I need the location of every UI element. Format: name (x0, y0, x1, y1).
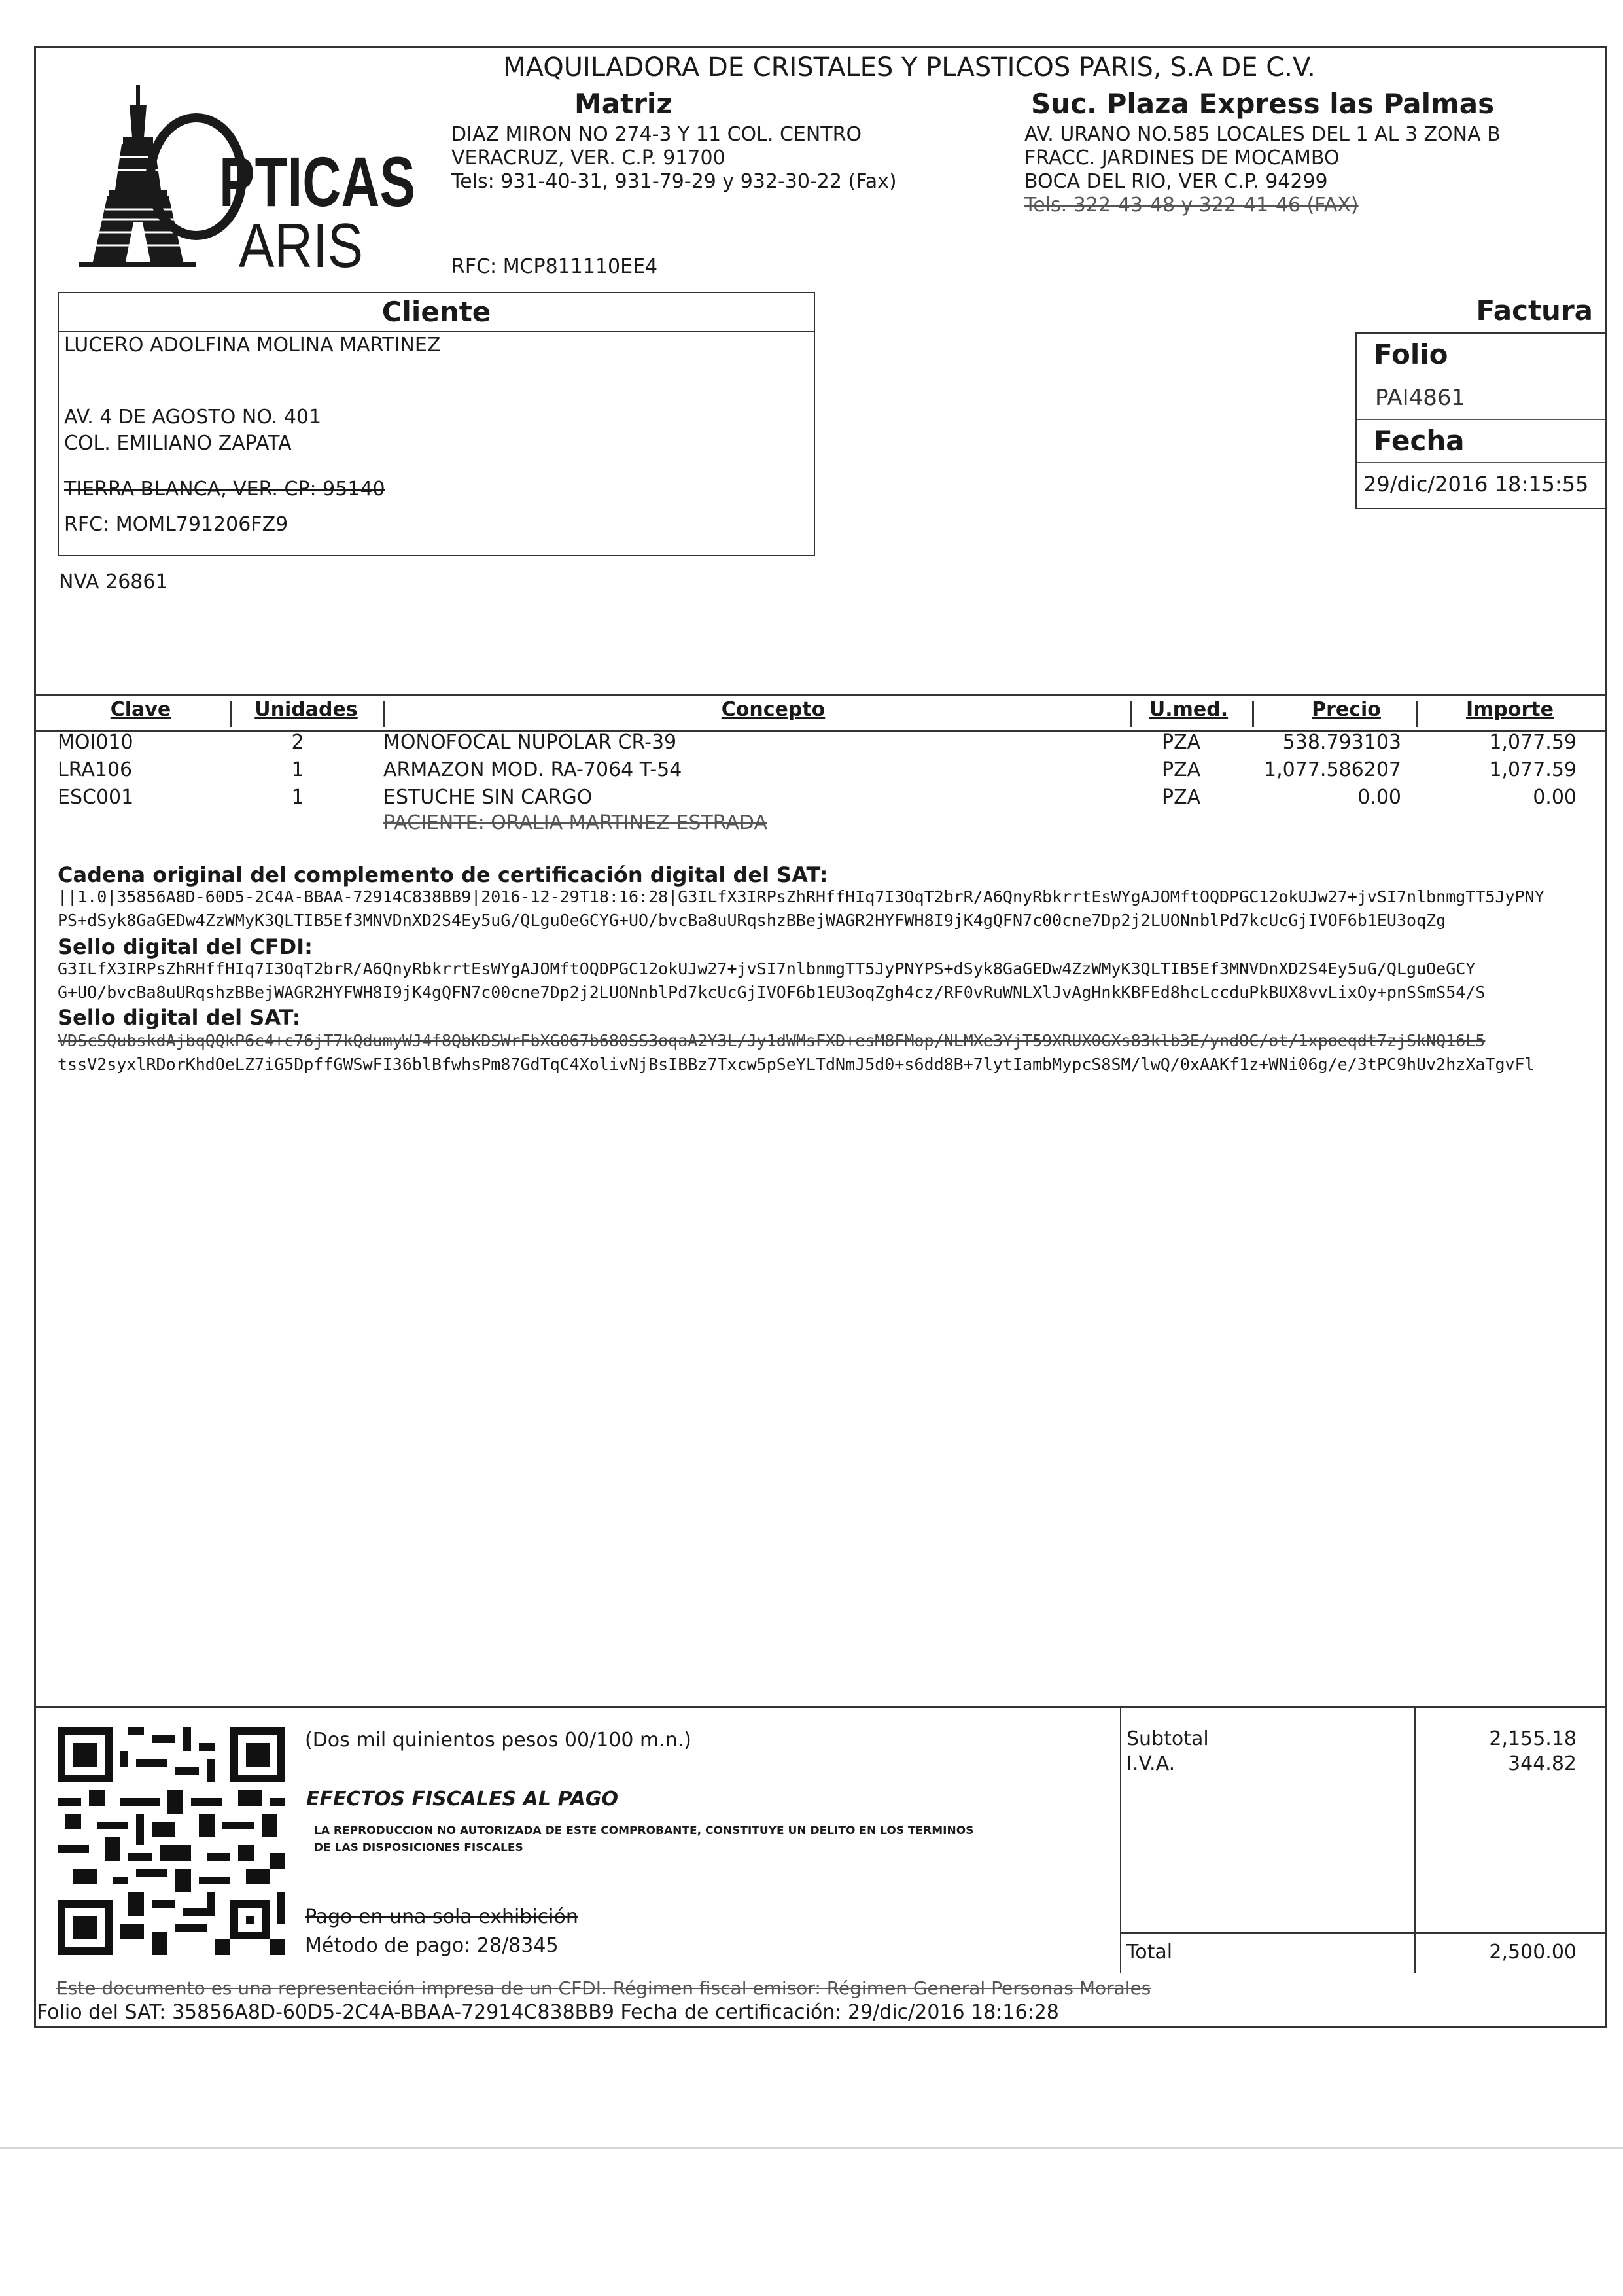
col-separator (1416, 701, 1418, 727)
cfdi-note: Este documento es una representación impresa de un CFDI. Régimen fiscal emisor: Régimen General Personas Morales (56, 1977, 1151, 1999)
col-separator (1252, 701, 1254, 727)
row-unidades: 1 (291, 786, 304, 809)
iva-label: I.V.A. (1126, 1752, 1176, 1775)
row-concepto: MONOFOCAL NUPOLAR CR-39 (383, 731, 677, 754)
row-umed: PZA (1162, 758, 1201, 781)
iva-value: 344.82 (1508, 1752, 1577, 1775)
sello-sat-title: Sello digital del SAT: (58, 1005, 301, 1030)
sello-cfdi-title: Sello digital del CFDI: (58, 934, 313, 959)
sello-sat-line1: VDScSQubskdAjbqQQkP6c4+c76jT7kQdumyWJ4f8QbKDSWrFbXG067b680SS3oqaA2Y3L/Jy1dWMsFXD+esM8FMop/NLMXe3YjT59XRUX0GXs83klb3E/yndOC/ot/1xpoeqdt7zjSkNQ16L5 (58, 1031, 1486, 1050)
sucursal-line1: AV. URANO NO.585 LOCALES DEL 1 AL 3 ZONA B (1024, 123, 1501, 146)
col-precio: Precio (1312, 698, 1381, 721)
matriz-line1: DIAZ MIRON NO 274-3 Y 11 COL. CENTRO (451, 123, 862, 146)
sello-cfdi-line1: G3ILfX3IRPsZhRHffHIq7I3OqT2brR/A6QnyRbkrrtEsWYgAJOMftOQDPGC12okUJw27+jvSI7nlbnmgTT5JyPNYPS+dSyk8GaGEDw4ZzWMyK3QLTIB5Ef3MNVDnXD2S4Ey5uG/QLguOeGCY (58, 959, 1476, 978)
row-importe: 1,077.59 (1489, 758, 1577, 781)
matriz-address (451, 123, 897, 194)
client-name: LUCERO ADOLFINA MOLINA MARTINEZ (64, 334, 441, 357)
sucursal-line3: BOCA DEL RIO, VER C.P. 94299 (1024, 170, 1328, 193)
emisor-rfc: RFC: MCP811110EE4 (451, 255, 658, 278)
row-clave: MOI010 (58, 731, 133, 754)
items-header (34, 694, 1607, 732)
client-box (58, 292, 815, 556)
col-separator (230, 701, 232, 727)
scan-edge-line (0, 2147, 1623, 2149)
legal-line2: DE LAS DISPOSICIONES FISCALES (314, 1841, 523, 1854)
client-header: Cliente (59, 293, 814, 332)
client-address2: COL. EMILIANO ZAPATA (64, 432, 292, 455)
amount-words: (Dos mil quinientos pesos 00/100 m.n.) (305, 1729, 691, 1752)
row-precio: 1,077.586207 (1264, 758, 1401, 781)
col-importe: Importe (1466, 698, 1554, 721)
metodo-pago: Método de pago: 28/8345 (305, 1934, 559, 1957)
nva-number: NVA 26861 (59, 571, 168, 593)
sello-cfdi-line2: G+UO/bvcBa8uURqshzBBejWAGR2HYFWH8I9jK4gQFN7c00cne7Dp2j2LUONnblPd7kcUcGjIVOF6b1EU3oqZgh4cz/RF0vRuWNLXlJvAgHnkKBFEd8hcLccduPkBUX8vvLixOy+pnSSmS54/S (58, 983, 1486, 1002)
row-clave: LRA106 (58, 758, 133, 781)
row-precio: 538.793103 (1282, 731, 1401, 754)
sucursal-title: Suc. Plaza Express las Palmas (1031, 88, 1495, 120)
pago-exhibicion: Pago en una sola exhibición (305, 1905, 578, 1928)
opticas-paris-logo (65, 79, 419, 281)
folio-value: PAI4861 (1357, 376, 1605, 420)
efectos-fiscales: EFECTOS FISCALES AL PAGO (306, 1788, 619, 1810)
fecha-value: 29/dic/2016 18:15:55 (1357, 462, 1605, 506)
row-clave: ESC001 (58, 786, 134, 809)
row-unidades: 1 (291, 758, 304, 781)
cadena-line1: ||1.0|35856A8D-60D5-2C4A-BBAA-72914C838BB9|2016-12-29T18:16:28|G3ILfX3IRPsZhRHffHIq7I3OqT2brR/A6QnyRbkrrtEsWYgAJOMftOQDPGC12okUJw27+jvSI7nlbnmgTT5JyPNY (58, 887, 1544, 906)
row-importe: 1,077.59 (1489, 731, 1577, 754)
factura-title: Factura (1476, 294, 1593, 327)
row-unidades: 2 (291, 731, 304, 754)
folio-label: Folio (1357, 334, 1605, 376)
row-concepto: ARMAZON MOD. RA-7064 T-54 (383, 758, 682, 781)
subtotal-label: Subtotal (1126, 1727, 1209, 1750)
row-concepto: ESTUCHE SIN CARGO (383, 786, 593, 809)
folio-box (1355, 332, 1607, 509)
fecha-label: Fecha (1374, 425, 1465, 457)
col-separator (383, 701, 385, 727)
sucursal-line2: FRACC. JARDINES DE MOCAMBO (1024, 147, 1340, 169)
row-umed: PZA (1162, 786, 1201, 809)
folio-sat: Folio del SAT: 35856A8D-60D5-2C4A-BBAA-72914C838BB9 Fecha de certificación: 29/dic/2016 18:16:28 (37, 2001, 1059, 2024)
matriz-line2: VERACRUZ, VER. C.P. 91700 (451, 147, 725, 169)
col-concepto: Concepto (721, 698, 826, 721)
matriz-line3: Tels: 931-40-31, 931-79-29 y 932-30-22 (Fax) (451, 170, 897, 193)
col-separator (1130, 701, 1132, 727)
logo-text-top: PTICAS (219, 142, 415, 221)
qr-code-icon (58, 1727, 285, 1955)
cadena-title: Cadena original del complemento de certificación digital del SAT: (58, 862, 828, 887)
sello-sat-line2: tssV2syxlRDorKhdOeLZ7iG5DpffGWSwFI36blBfwhsPm87GdTqC4XolivNjBsIBBz7Txcw5pSeYLTdNmJ5d0+s6dd8B+7lytIambMypcS8SM/lwQ/0xAAKf1z+WNi06g/e/3tPC9hUv2hzXaTgvFl (58, 1055, 1535, 1074)
col-umed: U.med. (1149, 698, 1229, 721)
cadena-line2: PS+dSyk8GaGEDw4ZzWMyK3QLTIB5Ef3MNVDnXD2S4Ey5uG/QLguOeGCYG+UO/bvcBa8uURqshzBBejWAGR2HYFWH8I9jK4gQFN7c00cne7Dp2j2LUONnblPd7kcUcGjIVOF6b1EU3oqZg (58, 911, 1446, 930)
subtotal-value: 2,155.18 (1489, 1727, 1577, 1750)
paciente-note: PACIENTE: ORALIA MARTINEZ ESTRADA (383, 811, 767, 834)
legal-line1: LA REPRODUCCION NO AUTORIZADA DE ESTE COMPROBANTE, CONSTITUYE UN DELITO EN LOS TERMINOS (314, 1824, 974, 1837)
client-address1: AV. 4 DE AGOSTO NO. 401 (64, 406, 322, 429)
sucursal-line4: Tels. 322-43-48 y 322-41-46 (FAX) (1024, 194, 1359, 217)
row-importe: 0.00 (1533, 786, 1577, 809)
sucursal-address (1024, 123, 1501, 217)
col-clave: Clave (110, 698, 171, 721)
logo-text-bottom: ARIS (239, 211, 363, 281)
row-umed: PZA (1162, 731, 1201, 754)
total-value: 2,500.00 (1489, 1941, 1577, 1964)
total-divider (1120, 1932, 1607, 1934)
company-name: MAQUILADORA DE CRISTALES Y PLASTICOS PARIS, S.A DE C.V. (503, 52, 1316, 82)
client-rfc: RFC: MOML791206FZ9 (64, 513, 288, 536)
row-precio: 0.00 (1357, 786, 1401, 809)
client-address3: TIERRA BLANCA, VER. CP: 95140 (64, 478, 385, 501)
matriz-title: Matriz (574, 88, 672, 120)
col-unidades: Unidades (254, 698, 358, 721)
total-label: Total (1126, 1941, 1173, 1964)
